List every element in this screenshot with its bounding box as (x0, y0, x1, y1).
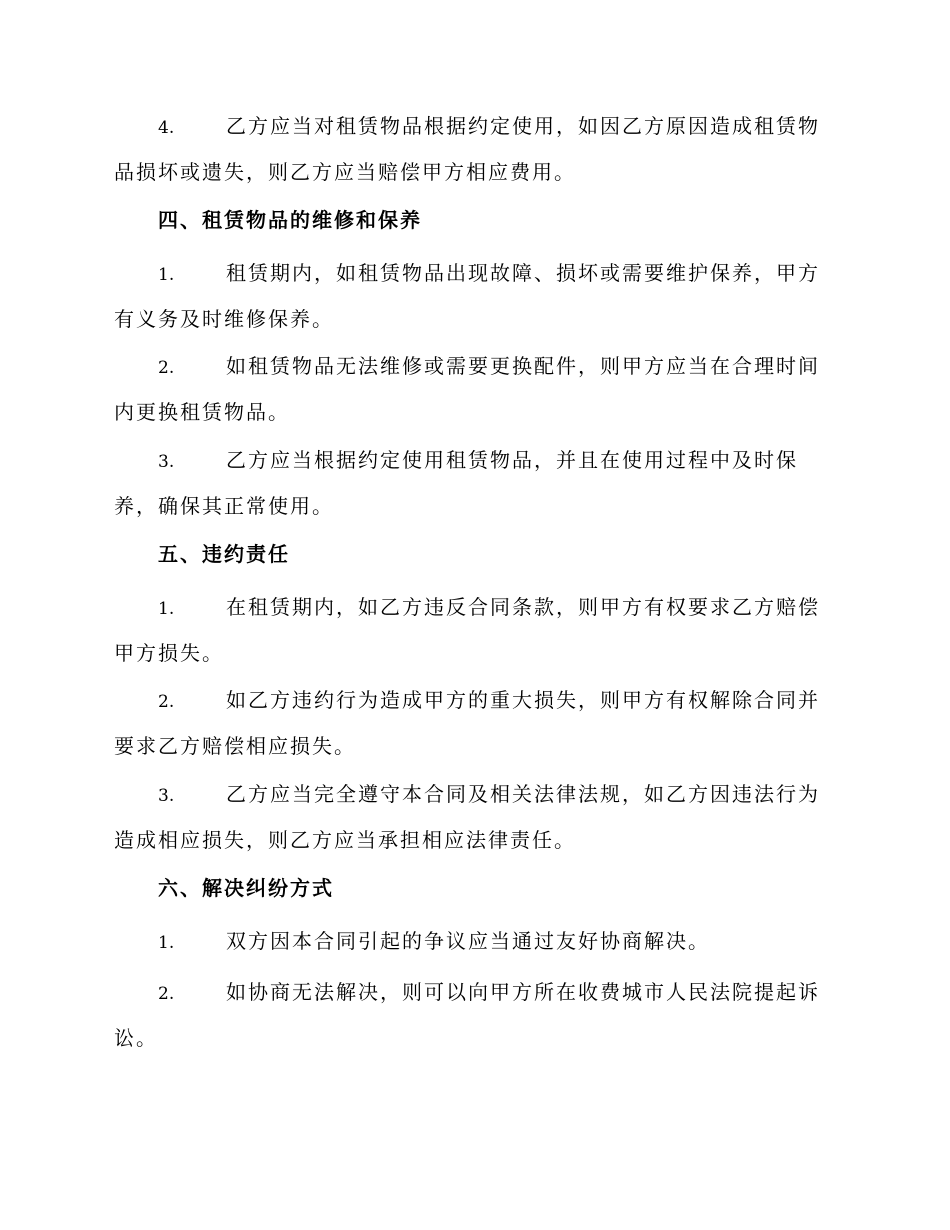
clause-4-item-1 (114, 251, 834, 341)
section-heading-breach: 五、违约责任 (158, 542, 290, 566)
item-text: 乙方应当对租赁物品根据约定使用，如因乙方原因造成租赁物品损坏或遗失，则乙方应当赔偿甲方相应费用。 (114, 114, 820, 184)
item-text: 双方因本合同引起的争议应当通过友好协商解决。 (226, 929, 710, 953)
item-text: 在租赁期内，如乙方违反合同条款，则甲方有权要求乙方赔偿甲方损失。 (114, 595, 820, 665)
item-text: 如租赁物品无法维修或需要更换配件，则甲方应当在合理时间内更换租赁物品。 (114, 354, 820, 424)
item-text: 乙方应当完全遵守本合同及相关法律法规，如乙方因违法行为造成相应损失，则乙方应当承担相应法律责任。 (114, 782, 820, 852)
item-number: 2. (158, 692, 175, 712)
clause-4-item-2 (114, 344, 834, 434)
clause-6-item-1 (114, 919, 834, 965)
item-number: 2. (158, 358, 175, 378)
item-number: 1. (158, 265, 175, 285)
clause-5-item-1 (114, 585, 834, 675)
item-text: 如乙方违约行为造成甲方的重大损失，则甲方有权解除合同并要求乙方赔偿相应损失。 (114, 688, 820, 758)
item-number: 3. (158, 452, 175, 472)
clause-3-item-4 (114, 104, 834, 194)
clause-4-item-3 (114, 438, 834, 528)
section-heading-maintenance: 四、租赁物品的维修和保养 (158, 208, 422, 232)
clause-5-item-2 (114, 678, 834, 768)
item-number: 2. (158, 984, 175, 1004)
item-number: 1. (158, 933, 175, 953)
item-number: 1. (158, 599, 175, 619)
item-text: 如协商无法解决，则可以向甲方所在收费城市人民法院提起诉讼。 (114, 980, 820, 1050)
section-heading-disputes: 六、解决纠纷方式 (158, 876, 334, 900)
item-text: 乙方应当根据约定使用租赁物品，并且在使用过程中及时保养，确保其正常使用。 (114, 448, 798, 518)
item-text: 租赁期内，如租赁物品出现故障、损坏或需要维护保养，甲方有义务及时维修保养。 (114, 261, 820, 331)
clause-6-item-2 (114, 970, 834, 1060)
item-number: 3. (158, 786, 175, 806)
clause-5-item-3 (114, 772, 834, 862)
item-number: 4. (158, 118, 175, 138)
